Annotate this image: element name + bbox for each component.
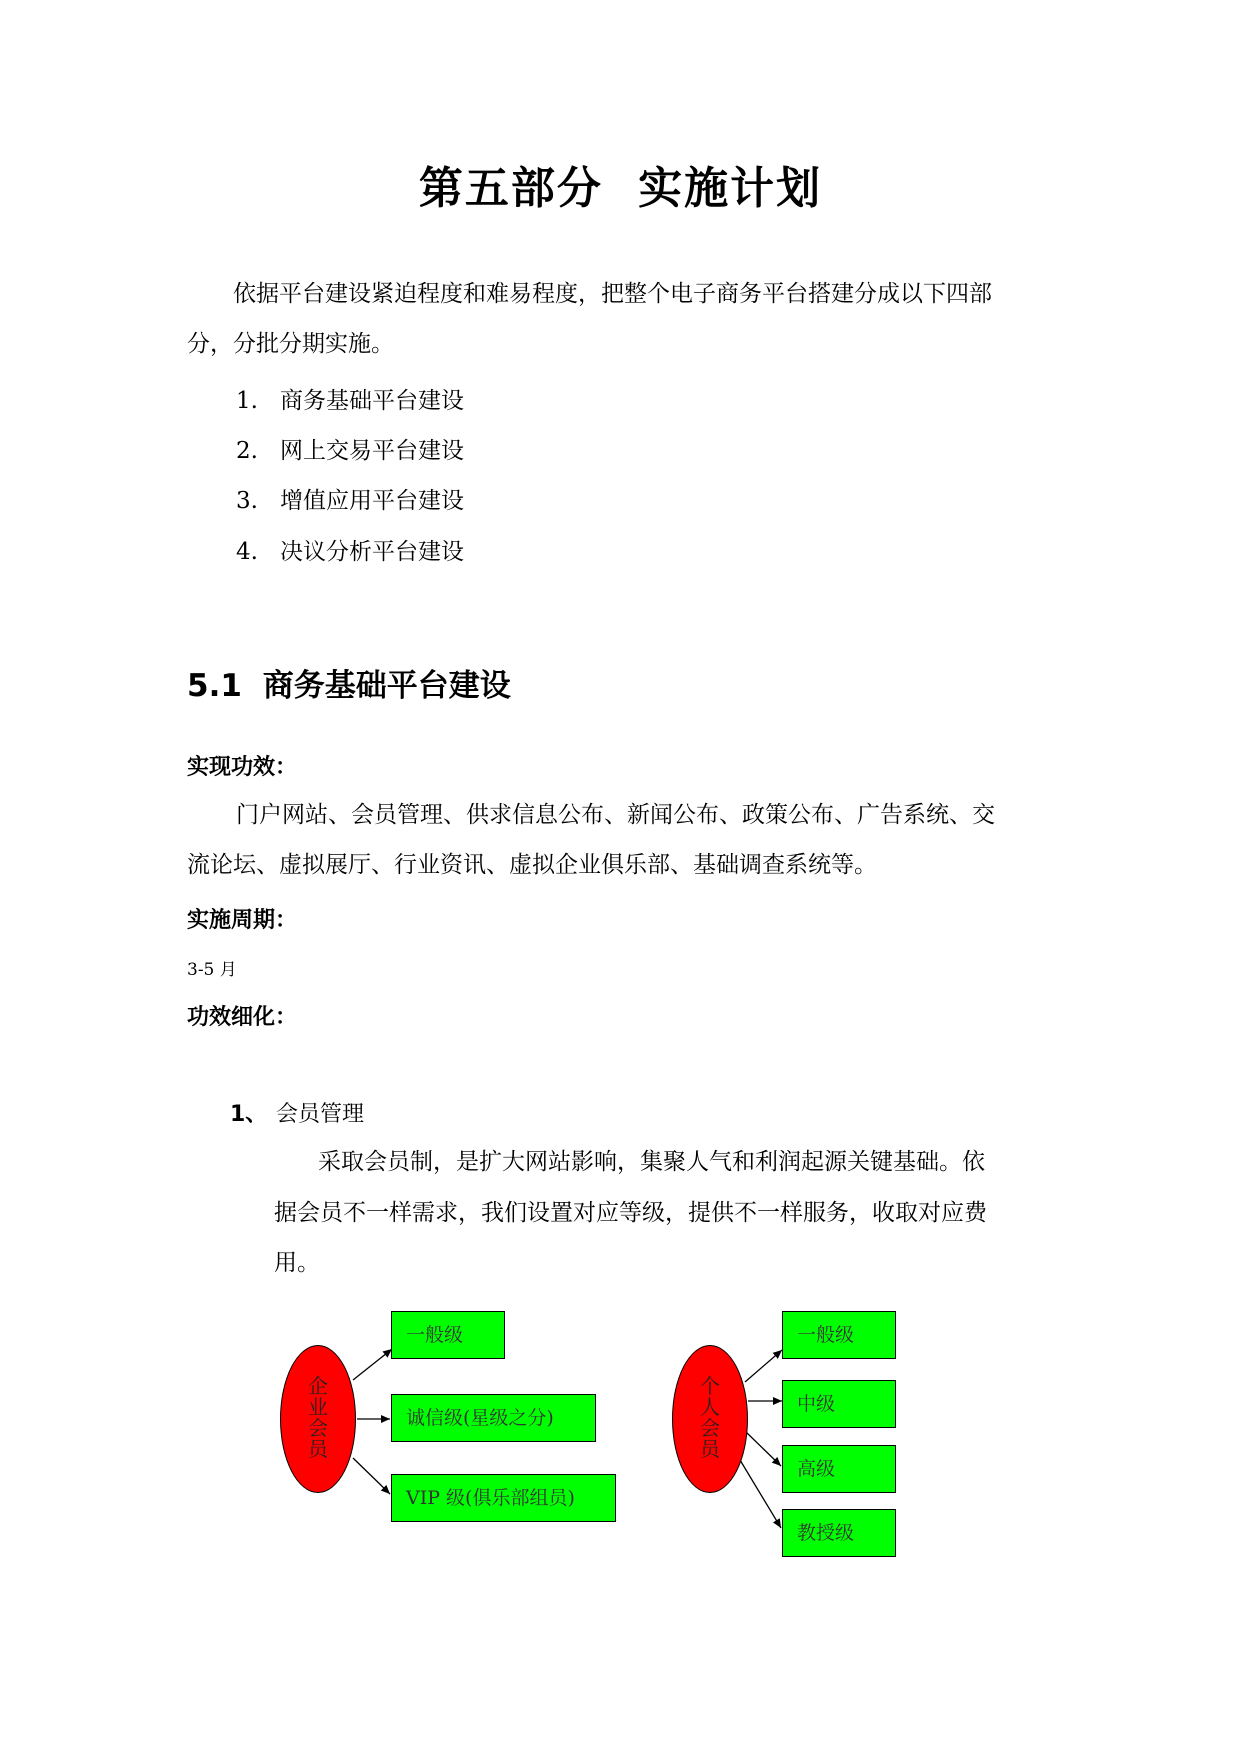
arrow-personal-professor	[740, 1460, 781, 1528]
arrow-enterprise-general	[353, 1349, 392, 1380]
phase-number: 3.	[236, 488, 258, 514]
personal-member-label: 个人会员	[700, 1374, 720, 1461]
detail-heading: 功效细化：	[187, 1005, 298, 1030]
enterprise-level-box: VIP 级(俱乐部组员)	[391, 1474, 616, 1522]
member-heading	[230, 1097, 364, 1128]
effect-heading: 实现功效：	[187, 755, 298, 780]
page-title: 第五部分 实施计划	[418, 163, 823, 214]
period-heading: 实施周期：	[187, 908, 298, 933]
phase-number: 1.	[236, 388, 258, 414]
member-para-line2: 据会员不一样需求，我们设置对应等级，提供不一样服务，收取对应费	[274, 1200, 987, 1226]
intro-paragraph-line1: 依据平台建设紧迫程度和难易程度，把整个电子商务平台搭建分成以下四部	[233, 281, 992, 307]
member-para-line3: 用。	[274, 1250, 320, 1276]
phase-label: 商务基础平台建设	[280, 388, 464, 414]
personal-level-box: 一般级	[782, 1311, 896, 1359]
phase-list-item	[236, 533, 464, 566]
section-heading: 5.1 商务基础平台建设	[187, 668, 511, 704]
arrow-personal-high	[746, 1432, 781, 1466]
enterprise-member-label: 企业会员	[308, 1374, 328, 1461]
personal-level-box: 教授级	[782, 1509, 896, 1557]
member-heading-number: 1、	[230, 1102, 268, 1127]
phase-label: 网上交易平台建设	[280, 438, 464, 464]
phase-list-item	[236, 482, 464, 515]
member-heading-label: 会员管理	[276, 1102, 365, 1127]
enterprise-level-box: 诚信级(星级之分)	[391, 1394, 596, 1442]
arrow-enterprise-vip	[353, 1458, 390, 1494]
member-para-line1: 采取会员制，是扩大网站影响，集聚人气和利润起源关键基础。依	[318, 1149, 985, 1175]
personal-level-box: 中级	[782, 1380, 896, 1428]
intro-paragraph-line2: 分，分批分期实施。	[187, 331, 394, 357]
enterprise-level-box: 一般级	[391, 1311, 505, 1359]
effect-line2: 流论坛、虚拟展厅、行业资讯、虚拟企业俱乐部、基础调查系统等。	[187, 852, 877, 878]
phase-label: 决议分析平台建设	[280, 539, 464, 565]
arrow-personal-general	[745, 1350, 782, 1382]
phase-list-item	[236, 382, 464, 415]
phase-number: 2.	[236, 438, 258, 464]
phase-number: 4.	[236, 539, 258, 565]
phase-label: 增值应用平台建设	[280, 488, 464, 514]
phase-list-item	[236, 432, 464, 465]
personal-level-box: 高级	[782, 1445, 896, 1493]
effect-line1: 门户网站、会员管理、供求信息公布、新闻公布、政策公布、广告系统、交	[236, 802, 995, 828]
period-value: 3-5 月	[187, 960, 237, 980]
